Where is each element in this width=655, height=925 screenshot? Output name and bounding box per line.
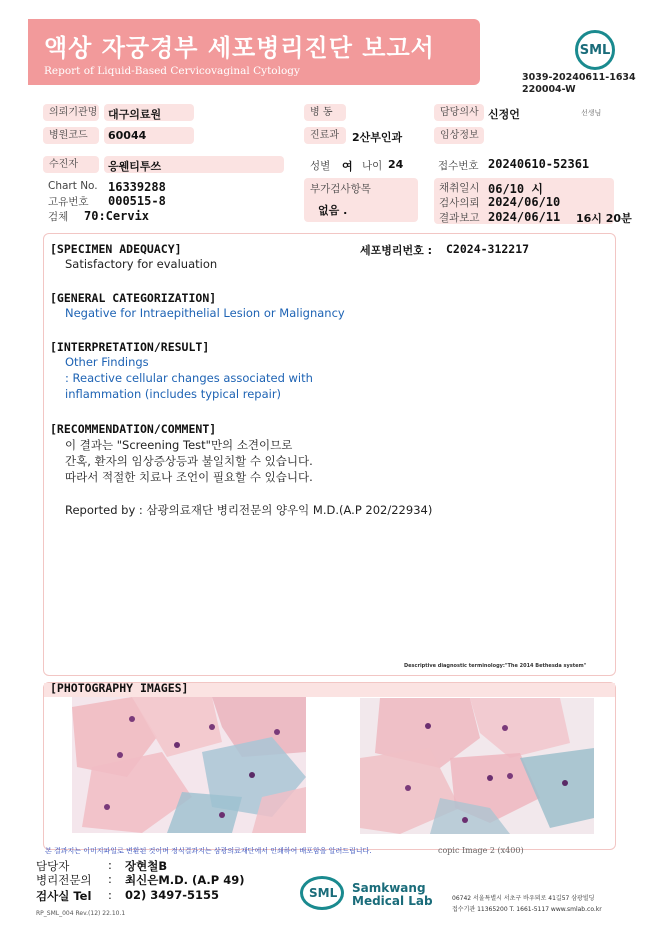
form-number: RP_SML_004 Rev.(12) 22.10.1 xyxy=(36,910,126,917)
interp-line-1: Other Findings xyxy=(65,355,149,369)
doctor-suffix: 선생님 xyxy=(581,109,602,117)
reported-label: 결과보고 xyxy=(439,212,480,224)
extra-tests: 없음 . xyxy=(318,204,348,217)
cyto-no-label: 세포병리번호 : xyxy=(360,244,432,257)
image-2-caption: copic Image 2 (x400) xyxy=(438,846,524,855)
lab-address: 06742 서울특별시 서초구 바우뫼로 41길57 삼광빌딩 xyxy=(452,895,595,902)
rec-line-2: 간혹, 환자의 임상증상등과 불일치할 수 있습니다. xyxy=(65,454,313,468)
unique-label: 고유번호 xyxy=(48,196,89,208)
adequacy-heading: [SPECIMEN ADEQUACY] xyxy=(50,242,182,256)
report-title: 액상 자궁경부 세포병리진단 보고서 xyxy=(44,34,435,62)
unique-no: 000515-8 xyxy=(108,194,166,208)
reported-date: 2024/06/11 xyxy=(488,210,561,224)
dept-label: 진료과 xyxy=(304,127,346,144)
colon-2: : xyxy=(108,872,112,886)
chart-label: Chart No. xyxy=(48,180,98,192)
chart-no: 16339288 xyxy=(108,180,166,194)
photo-heading: [PHOTOGRAPHY IMAGES] xyxy=(50,681,189,695)
pathologist: 최신은M.D. (A.P 49) xyxy=(125,873,245,887)
phone-label: 검사실 Tel xyxy=(36,889,92,903)
sex-label: 성별 xyxy=(310,160,331,172)
terminology-note: Descriptive diagnostic terminology:"The 2014 Bethesda system" xyxy=(404,663,587,669)
sex: 여 xyxy=(342,160,353,173)
phone: 02) 3497-5155 xyxy=(125,888,220,902)
reported-time: 16시 20분 xyxy=(576,212,632,225)
rec-heading: [RECOMMENDATION/COMMENT] xyxy=(50,422,217,436)
doctor-label: 담당의사 xyxy=(434,104,484,121)
specimen-label: 검체 xyxy=(48,211,69,223)
patient-name: 응웬티투쓰 xyxy=(108,160,162,173)
lab-contact: 접수기관 11365200 T. 1661-5117 www.smlab.co.kr xyxy=(452,906,602,913)
interp-heading: [INTERPRETATION/RESULT] xyxy=(50,340,210,354)
requesting-org-label: 의뢰기관명 xyxy=(43,104,99,121)
accession-label: 접수번호 xyxy=(438,160,479,172)
hospital-code-label: 병원코드 xyxy=(43,127,99,144)
requested: 2024/06/10 xyxy=(488,195,561,209)
specimen: 70:Cervix xyxy=(84,209,150,223)
hospital-code: 60044 xyxy=(108,129,147,142)
accession-no: 20240610-52361 xyxy=(488,157,590,171)
adequacy-text: Satisfactory for evaluation xyxy=(65,257,218,271)
cyto-no: C2024-312217 xyxy=(446,242,530,256)
rec-line-3: 따라서 적절한 치료나 조언이 필요할 수 있습니다. xyxy=(65,470,313,484)
image-conversion-note: 본 결과지는 이미지파일로 변환된 것이며 정식결과지는 삼광의료재단에서 인쇄하여 배포함을 알려드립니다. xyxy=(45,847,372,855)
ward-label: 병 동 xyxy=(304,104,346,121)
patient-label: 수진자 xyxy=(43,156,99,173)
person: 장현철B xyxy=(125,859,168,873)
cytology-image-1 xyxy=(72,697,306,833)
collected: 06/10 시 xyxy=(488,182,543,196)
colon-3: : xyxy=(108,888,112,902)
person-label: 담당자 xyxy=(36,859,70,873)
requesting-org: 대구의료원 xyxy=(108,108,162,121)
reported-by: Reported by : 삼광의료재단 병리전문의 양우익 M.D.(A.P 202/22934) xyxy=(65,503,433,517)
sml-logo: SML xyxy=(575,30,615,70)
collected-label: 채취일시 xyxy=(439,182,480,194)
interp-line-2: : Reactive cellular changes associated with xyxy=(65,371,313,385)
general-heading: [GENERAL CATEGORIZATION] xyxy=(50,291,217,305)
rec-line-1: 이 결과는 "Screening Test"만의 소견이므로 xyxy=(65,438,293,452)
age: 24 xyxy=(388,158,404,171)
colon-1: : xyxy=(108,858,112,872)
cytology-image-2 xyxy=(360,698,594,834)
extra-tests-label: 부가검사항목 xyxy=(310,183,371,195)
clinical-info-label: 임상정보 xyxy=(434,127,484,144)
general-text: Negative for Intraepithelial Lesion or Malignancy xyxy=(65,306,345,320)
interp-line-3: inflammation (includes typical repair) xyxy=(65,387,282,401)
footer-logo-text: SML xyxy=(309,886,338,900)
pathologist-label: 병리전문의 xyxy=(36,873,92,887)
age-label: 나이 xyxy=(362,160,383,172)
lab-name: Samkwang Medical Lab xyxy=(352,881,433,908)
dept: 2산부인과 xyxy=(352,131,403,144)
doctor-name: 신정언 xyxy=(488,108,520,121)
requested-label: 검사의뢰 xyxy=(439,197,480,209)
report-subtitle: Report of Liquid-Based Cervicovaginal Cytology xyxy=(44,65,300,77)
report-id: 3039-20240611-1634 220004-W xyxy=(522,72,636,95)
